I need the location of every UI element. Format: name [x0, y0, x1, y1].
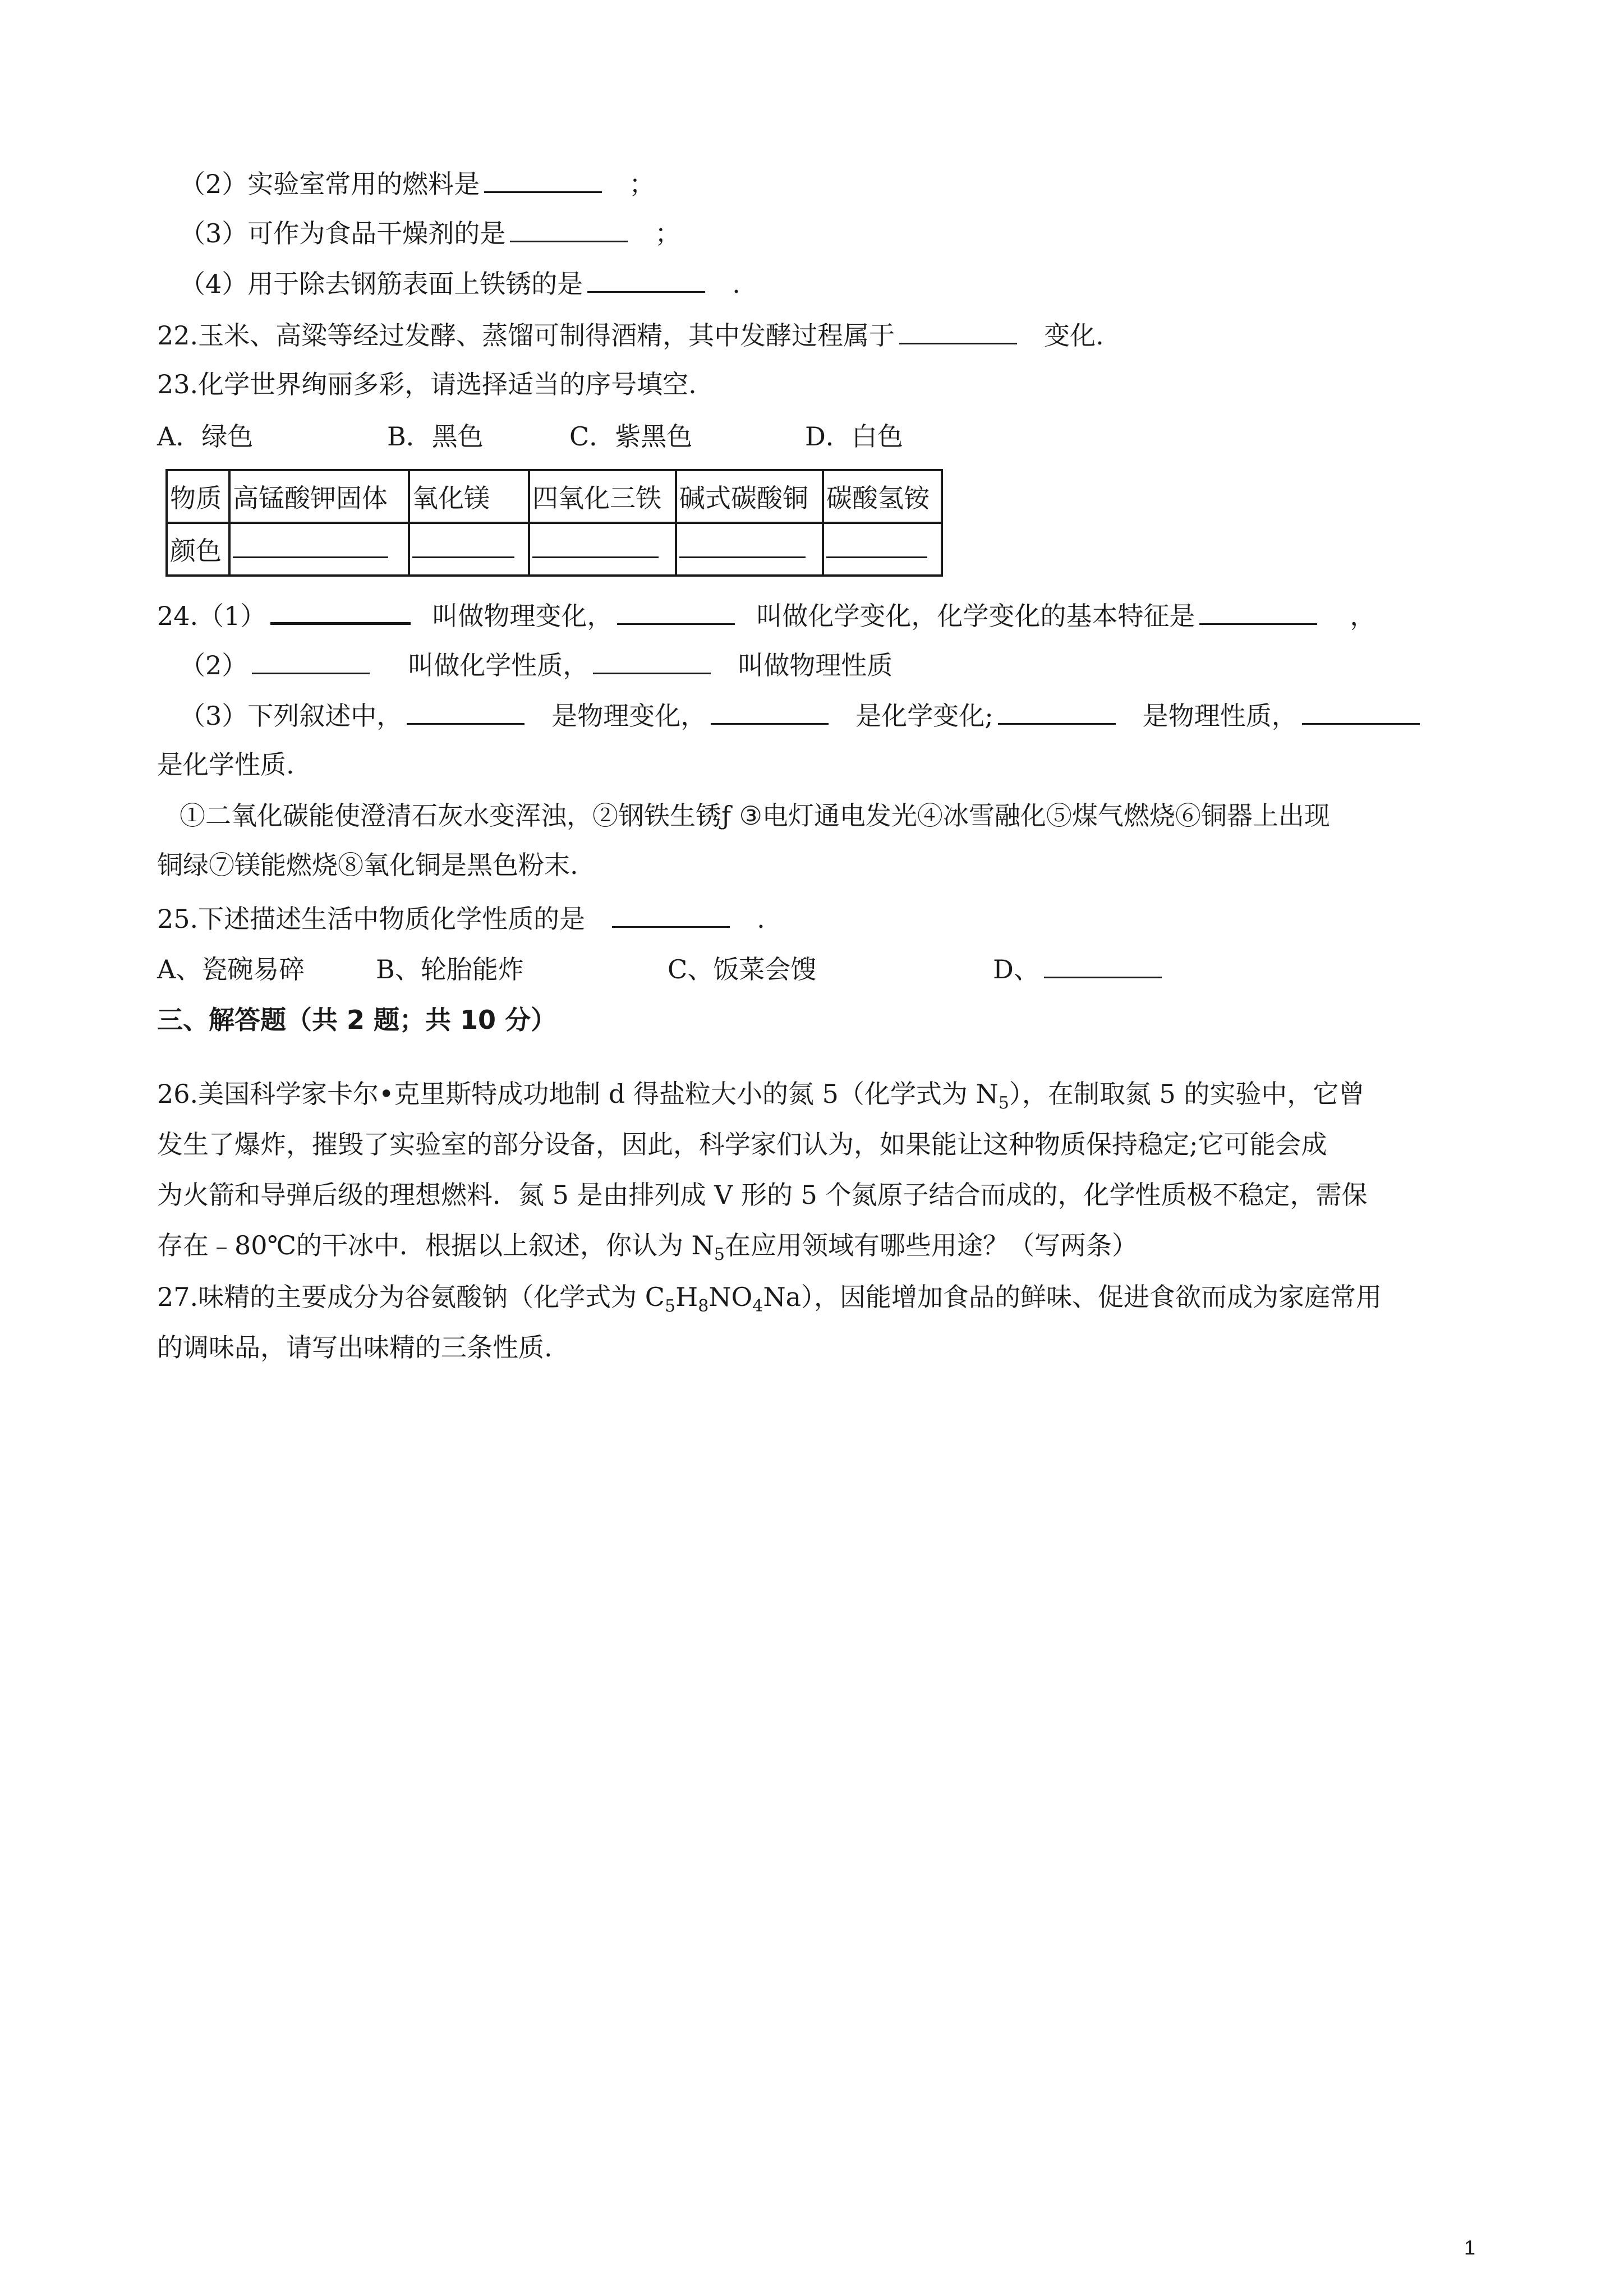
page-number: 1 — [1464, 2236, 1475, 2259]
q24-line1: 24.（1） 叫做物理变化， 叫做化学变化，化学变化的基本特征是 ， — [157, 596, 1375, 633]
q21-item3-text: （3）可作为食品干燥剂的是 — [180, 218, 506, 249]
q24-line4: 是化学性质. — [157, 749, 295, 780]
answer-blank[interactable] — [412, 534, 514, 558]
q26-line4: 存在﹣80℃的干冰中．根据以上叙述，你认为 $N_5$在应用领域有哪些用途？（写两条） — [157, 1230, 1138, 1265]
answer-blank[interactable] — [532, 534, 659, 558]
q24-statements-cont: 铜绿⑦镁能燃烧⑧氧化铜是黑色粉末. — [157, 850, 578, 880]
answer-blank[interactable] — [617, 597, 735, 625]
table-cell: 高锰酸钾固体 — [229, 470, 409, 523]
answer-blank[interactable] — [270, 596, 411, 625]
option-c: C．紫黑色 — [569, 421, 693, 452]
table-cell — [409, 523, 529, 576]
answer-blank[interactable] — [233, 534, 388, 558]
q26-line3: 为火箭和导弹后级的理想燃料．氮 5 是由排列成 V 形的 5 个氮原子结合而成的，化学性质极不稳定，需保 — [157, 1180, 1368, 1210]
table-row — [167, 470, 942, 523]
q26-line2: 发生了爆炸，摧毁了实验室的部分设备，因此，科学家们认为，如果能让这种物质保持稳定;它可能会成 — [157, 1129, 1327, 1159]
q21-item2-text: （2）实验室常用的燃料是 — [180, 169, 480, 199]
answer-blank[interactable] — [1044, 951, 1162, 978]
question-26: 26.美国科学家卡尔•克里斯特成功地制 d 得盐粒大小的氮 5（化学式为 $N_5$），在制取氮 5 的实验中，它曾 — [157, 1079, 1365, 1114]
answer-blank[interactable] — [998, 697, 1116, 725]
answer-blank[interactable] — [826, 534, 927, 558]
q24-statements: ①二氧化碳能使澄清石灰水变浑浊，②钢铁生锈ƒ ③电灯通电发光④冰雪融化⑤煤气燃烧⑥铜器上出现 — [180, 800, 1330, 831]
question-27: 27.味精的主要成分为谷氨酸钠（化学式为 $C_5H_8NO_4Na$），因能增加食品的鲜味、促进食欲而成为家庭常用 — [157, 1282, 1382, 1317]
option-b: B．黑色 — [387, 421, 484, 452]
question-25: 25.下述描述生活中物质化学性质的是 . — [157, 900, 765, 936]
answer-blank[interactable] — [510, 215, 628, 242]
table-cell — [529, 523, 676, 576]
q21-item3: （3）可作为食品干燥剂的是 ； — [180, 215, 680, 250]
table-cell: 碳酸氢铵 — [823, 470, 942, 523]
table-cell — [229, 523, 409, 576]
answer-blank[interactable] — [899, 317, 1017, 344]
option-a: A、瓷碗易碎 — [157, 954, 305, 984]
q21-item4: （4）用于除去钢筋表面上铁锈的是 . — [180, 265, 740, 301]
q23-options — [157, 420, 903, 453]
substance-color-table — [165, 469, 943, 577]
section-heading: 三、解答题（共 2 题；共 10 分） — [157, 1005, 557, 1035]
option-d: D．白色 — [805, 421, 903, 452]
answer-blank[interactable] — [711, 697, 829, 725]
answer-blank[interactable] — [484, 165, 602, 193]
table-header-cell: 颜色 — [167, 523, 229, 576]
table-cell: 氧化镁 — [409, 470, 529, 523]
q24-line3: （3）下列叙述中， 是物理变化， 是化学变化; 是物理性质， — [180, 697, 1424, 733]
option-c: C、饭菜会馊 — [668, 954, 817, 984]
answer-blank[interactable] — [593, 647, 711, 674]
q25-options — [157, 951, 1166, 986]
question-23: 23.化学世界绚丽多彩，请选择适当的序号填空. — [157, 369, 697, 399]
table-cell — [676, 523, 823, 576]
table-cell: 碱式碳酸铜 — [676, 470, 823, 523]
table-row — [167, 523, 942, 576]
answer-blank[interactable] — [407, 697, 525, 725]
table-cell: 四氧化三铁 — [529, 470, 676, 523]
table-header-cell: 物质 — [167, 470, 229, 523]
question-22: 22.玉米、高粱等经过发酵、蒸馏可制得酒精，其中发酵过程属于 变化. — [157, 317, 1104, 352]
answer-blank[interactable] — [1302, 697, 1420, 725]
q21-item4-text: （4）用于除去钢筋表面上铁锈的是 — [180, 269, 583, 299]
option-b: B、轮胎能炸 — [376, 954, 524, 984]
table-cell — [823, 523, 942, 576]
answer-blank[interactable] — [612, 900, 730, 928]
option-a: A．绿色 — [157, 421, 254, 452]
answer-blank[interactable] — [679, 534, 806, 558]
answer-blank[interactable] — [587, 265, 705, 293]
answer-blank[interactable] — [252, 647, 370, 674]
option-d: D、 — [993, 954, 1039, 984]
q21-item2: （2）实验室常用的燃料是 ； — [180, 165, 655, 201]
answer-blank[interactable] — [1199, 597, 1317, 625]
q27-line2: 的调味品，请写出味精的三条性质. — [157, 1332, 553, 1363]
q24-line2: （2） 叫做化学性质， 叫做物理性质 — [180, 647, 892, 682]
